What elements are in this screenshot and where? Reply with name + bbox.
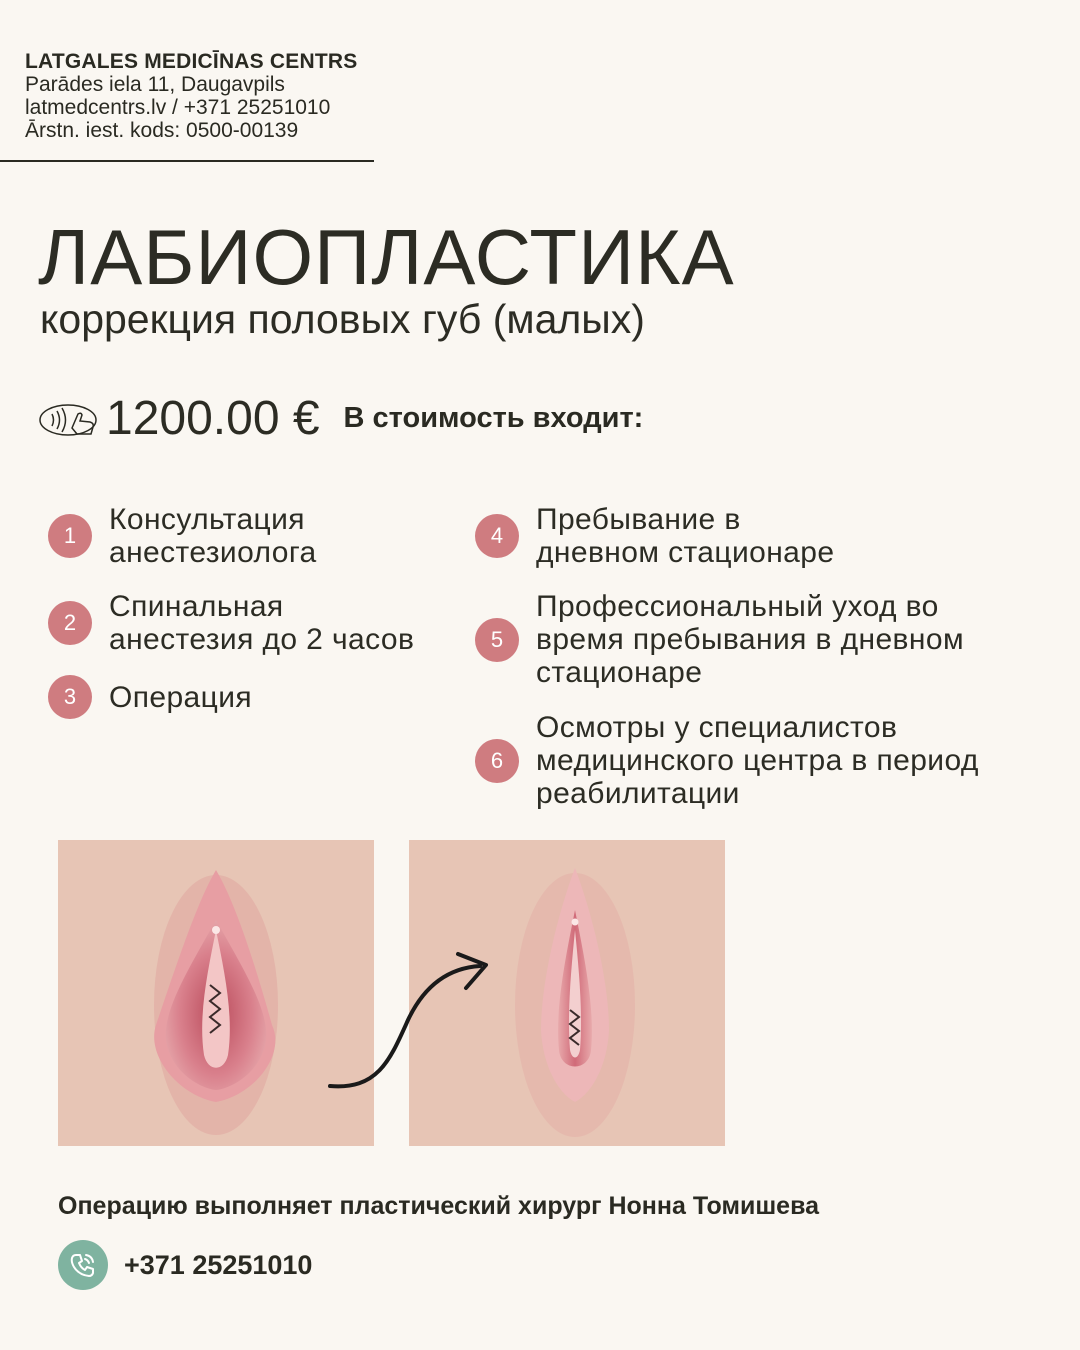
item-number-badge: 1 bbox=[48, 514, 92, 558]
list-item bbox=[48, 503, 317, 569]
list-item bbox=[48, 590, 414, 656]
header-divider bbox=[0, 160, 374, 162]
item-text: Операция bbox=[109, 680, 253, 714]
phone-icon bbox=[58, 1240, 108, 1290]
arrow-icon bbox=[318, 940, 498, 1100]
phone-contact[interactable] bbox=[58, 1240, 312, 1290]
item-number-badge: 3 bbox=[48, 675, 92, 719]
item-text: Пребывание в дневном стационаре bbox=[536, 503, 835, 569]
price-row bbox=[38, 388, 643, 448]
clinic-address: Parādes iela 11, Daugavpils bbox=[25, 73, 285, 96]
contactless-payment-icon bbox=[38, 398, 100, 438]
includes-label: В стоимость входит: bbox=[343, 401, 644, 434]
clinic-contacts: latmedcentrs.lv / +371 25251010 bbox=[25, 96, 331, 119]
item-text: Осмотры у специалистов медицинского центра в период реабилитации bbox=[536, 711, 979, 810]
list-item bbox=[475, 503, 834, 569]
item-text: Консультация анестезиолога bbox=[109, 503, 317, 569]
item-text: Профессиональный уход во время пребывания в дневном стационаре bbox=[536, 590, 964, 689]
item-number-badge: 4 bbox=[475, 514, 519, 558]
page-title: ЛАБИОПЛАСТИКА bbox=[38, 213, 735, 301]
item-number-badge: 6 bbox=[475, 739, 519, 783]
item-text: Спинальная анестезия до 2 часов bbox=[109, 590, 415, 656]
clinic-name: LATGALES MEDICĪNAS CENTRS bbox=[25, 50, 358, 73]
list-item bbox=[475, 711, 979, 810]
price: 1200.00 € bbox=[106, 391, 320, 445]
surgeon-note: Операцию выполняет пластический хирург Нонна Томишева bbox=[58, 1192, 820, 1220]
list-item bbox=[475, 590, 964, 689]
phone-number[interactable]: +371 25251010 bbox=[124, 1249, 313, 1280]
item-number-badge: 2 bbox=[48, 601, 92, 645]
clinic-code: Ārstn. iest. kods: 0500-00139 bbox=[25, 119, 299, 142]
page-subtitle: коррекция половых губ (малых) bbox=[40, 296, 645, 342]
list-item bbox=[48, 675, 252, 719]
clinic-info bbox=[25, 50, 357, 142]
before-after-illustration bbox=[58, 840, 725, 1146]
item-number-badge: 5 bbox=[475, 618, 519, 662]
